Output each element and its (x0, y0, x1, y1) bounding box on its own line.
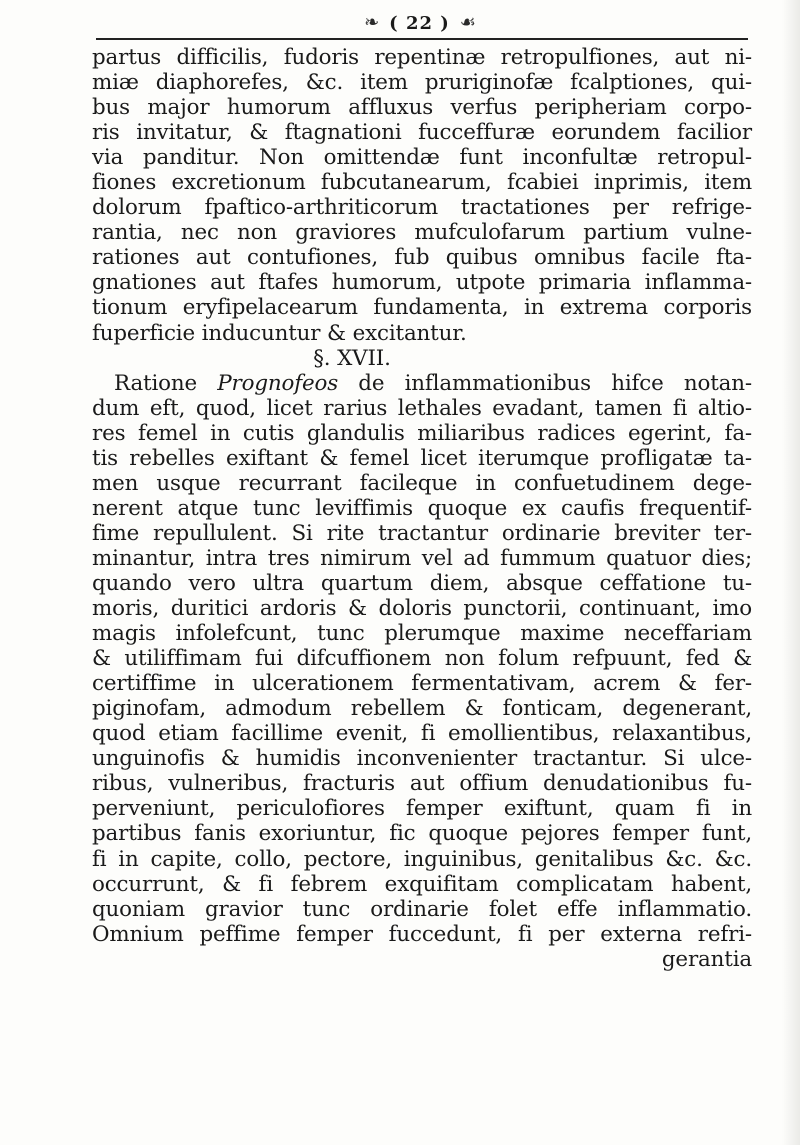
text-line: nerent atque tunc leviffimis quoque ex caufis frequentif- (92, 495, 752, 521)
section-heading: §. XVII. (313, 345, 391, 371)
text-line: partibus fanis exoriuntur, fic quoque pejores femper funt, (92, 821, 752, 847)
page-header (300, 8, 540, 38)
text-line: Omnium peffime femper fuccedunt, fi per externa refri- (92, 921, 752, 947)
text-line: via panditur. Non omittendæ funt inconfultæ retropul- (92, 145, 752, 171)
text-line: moris, duritici ardoris & doloris punctorii, continuant, imo (92, 596, 752, 622)
text-line: bus major humorum affluxus verfus peripheriam corpo- (92, 95, 752, 121)
section-lead-italic: Prognofeos (217, 370, 339, 396)
text-line: ribus, vulneribus, fracturis aut offium denudationibus fu- (92, 771, 752, 797)
text-line: fi in capite, collo, pectore, inguinibus, genitalibus &c. &c. (92, 846, 752, 872)
text-line: fiones excretionum fubcutanearum, fcabiei inprimis, item (92, 170, 752, 196)
text-line: quoniam gravior tunc ordinarie folet effe inflammatio. (92, 896, 752, 922)
text-line: miæ diaphorefes, &c. item pruriginofæ fcalptiones, qui- (92, 70, 752, 96)
text-line: ris invitatur, & ftagnationi fucceffuræ eorundem facilior (92, 120, 752, 146)
text-line: rationes aut contufiones, fub quibus omnibus facile fta- (92, 245, 752, 271)
text-line: minantur, intra tres nimirum vel ad fummum quatuor dies; (92, 545, 752, 571)
text-line: dolorum fpaftico-arthriticorum tractationes per refrige- (92, 195, 752, 221)
text-line: piginofam, admodum rebellem & fonticam, degenerant, (92, 696, 752, 722)
text-line: perveniunt, periculofiores femper exiftunt, quam fi in (92, 796, 752, 822)
text-line: dum eft, quod, licet rarius lethales evadant, tamen fi altio- (92, 395, 752, 421)
section-lead-line (92, 371, 752, 396)
text-body (92, 45, 752, 972)
header-rule (96, 38, 748, 40)
text-line: magis infolefcunt, tunc plerumque maxime neceffariam (92, 621, 752, 647)
text-line: tionum eryfipelacearum fundamenta, in extrema corporis (92, 295, 752, 321)
page-number: ( 22 ) (389, 12, 450, 34)
text-line: quod etiam facillime evenit, fi emollientibus, relaxantibus, (92, 721, 752, 747)
text-line: occurrunt, & fi febrem exquifitam complicatam habent, (92, 871, 752, 897)
text-line: certiffime in ulcerationem fermentativam, acrem & fer- (92, 671, 752, 697)
text-line: fime repullulent. Si rite tractantur ordinarie breviter ter- (92, 520, 752, 546)
text-line: tis rebelles exiftant & femel licet iterumque profligatæ ta- (92, 445, 752, 471)
page-edge-shadow (782, 0, 800, 1145)
text-line: rantia, nec non graviores mufculofarum partium vulne- (92, 220, 752, 246)
text-line: partus difficilis, fudoris repentinæ retropulfiones, aut ni- (92, 45, 752, 70)
section-lead-after: de inflammationibus hifce notan- (338, 370, 752, 396)
ornament-left-icon: ❧ (364, 12, 380, 33)
text-line: gnationes aut ftafes humorum, utpote primaria inflamma- (92, 270, 752, 296)
section-lead-before: Ratione (114, 370, 218, 396)
text-line: fuperficie inducuntur & excitantur. (92, 320, 467, 346)
ornament-right-icon: ☙ (459, 12, 476, 33)
catchword-text: gerantia (661, 946, 752, 972)
text-line: men usque recurrant facileque in confuetudinem dege- (92, 470, 752, 496)
catchword (92, 947, 752, 972)
text-line: unguinofis & humidis inconvenienter tractantur. Si ulce- (92, 746, 752, 772)
text-line: res femel in cutis glandulis miliaribus radices egerint, fa- (92, 420, 752, 446)
text-line: quando vero ultra quartum diem, absque ceffatione tu- (92, 570, 752, 596)
text-line: & utiliffimam fui difcuffionem non folum refpuunt, fed & (92, 646, 752, 672)
